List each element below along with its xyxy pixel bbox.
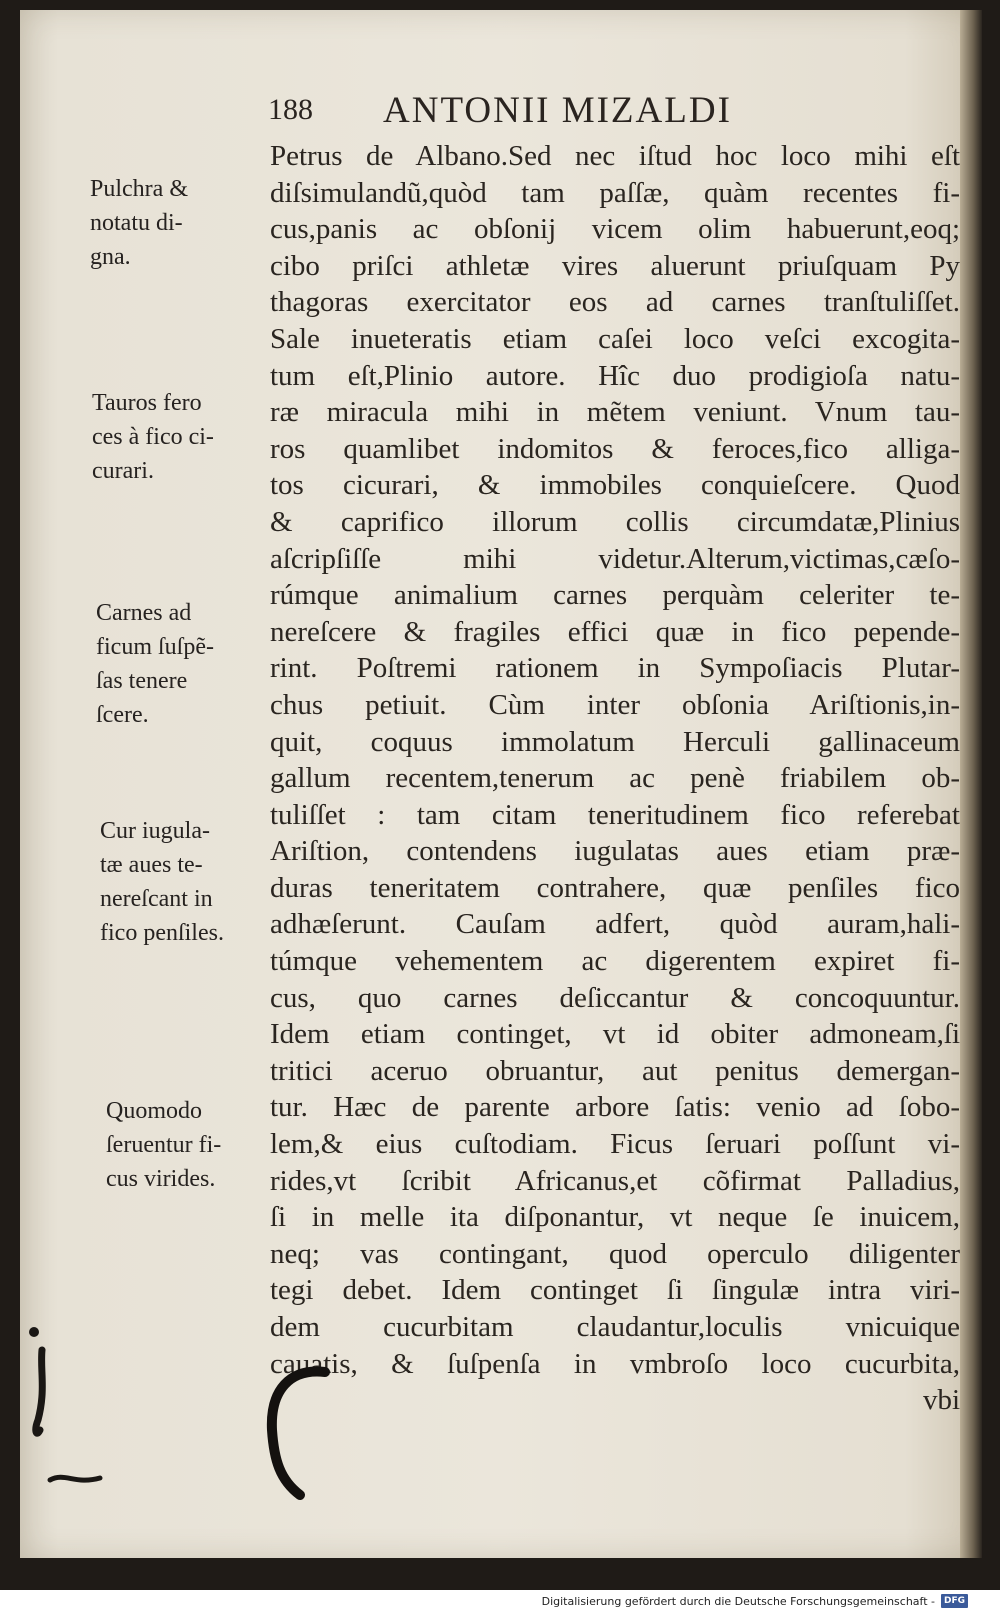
margin-note-line: Pulchra & xyxy=(90,176,188,202)
text-line: adhæſerunt. Cauſam adfert, quòd auram,hali- xyxy=(270,908,960,941)
margin-note-line: ſeruentur fi- xyxy=(106,1132,222,1158)
text-line: cauatis, & ſuſpenſa in vmbroſo loco cucurbita, xyxy=(270,1347,960,1380)
text-line: túmque vehementem ac digerentem expiret fi- xyxy=(270,945,960,978)
page-number: 188 xyxy=(268,93,313,126)
text-line: tuliſſet : tam citam teneritudinem fico referebat xyxy=(270,798,960,831)
text-line: dem cucurbitam claudantur,loculis vnicuique xyxy=(270,1311,960,1343)
margin-note-line: nereſcant in xyxy=(100,886,213,912)
text-line: cibo priſci athletæ vires aluerunt priuſquam Py xyxy=(270,249,960,282)
text-line: duras teneritatem contrahere, quæ penſiles fico xyxy=(270,871,960,904)
text-line: tritici aceruo obruantur, aut penitus demergan- xyxy=(270,1054,960,1087)
margin-note-line: Quomodo xyxy=(106,1098,202,1124)
margin-note-line: gna. xyxy=(90,244,131,270)
text-line: ræ miracula mihi in mẽtem veniunt. Vnum tau- xyxy=(270,396,960,429)
text-line: lem,& eius cuſtodiam. Ficus ſeruari poſſunt vi- xyxy=(270,1128,960,1161)
text-line: vbi xyxy=(922,1384,960,1417)
ink-smudge-left xyxy=(20,1310,140,1510)
text-line: neq; vas contingant, quod operculo diligenter xyxy=(270,1237,960,1270)
margin-note-line: fico penſiles. xyxy=(100,920,224,946)
text-line: aſcripſiſſe mihi videtur.Alterum,victimas,cæſo- xyxy=(270,542,960,575)
margin-note-line: tæ aues te- xyxy=(100,852,203,878)
ink-smudge-bracket xyxy=(230,1360,350,1520)
book-page xyxy=(20,10,982,1558)
margin-note-line: ficum ſuſpẽ- xyxy=(96,634,214,660)
text-line: diſsimulandũ,quòd tam paſſæ, quàm recentes fi- xyxy=(270,176,960,209)
text-line: nereſcere & fragiles effici quæ in fico pepende- xyxy=(270,615,960,648)
running-title: ANTONII MIZALDI xyxy=(383,89,732,131)
margin-note-line: ces à fico ci- xyxy=(92,424,214,450)
margin-note-line: cus virides. xyxy=(106,1166,216,1192)
margin-note-line: ſas tenere xyxy=(96,668,188,694)
margin-note-cur-iugulatae xyxy=(100,814,224,950)
text-line: Idem etiam continget, vt id obiter admoneam,ſi xyxy=(270,1018,960,1051)
margin-note-line: Cur iugula- xyxy=(100,818,210,844)
text-line: Ariſtion, contendens iugulatas aues etiam præ- xyxy=(270,835,960,868)
margin-note-carnes xyxy=(96,596,214,732)
margin-note-line: notatu di- xyxy=(90,210,183,236)
text-line: tos cicurari, & immobiles conquieſcere. Quod xyxy=(270,469,960,502)
text-line: tum eſt,Plinio autore. Hîc duo prodigioſa natu- xyxy=(270,359,960,392)
text-line: cus, quo carnes deſiccantur & concoquuntur. xyxy=(270,981,960,1014)
footer-credit xyxy=(542,1594,968,1608)
text-line: gallum recentem,tenerum ac penè friabilem ob- xyxy=(270,762,960,795)
text-line: rint. Poſtremi rationem in Sympoſiacis Plutar- xyxy=(270,652,960,685)
footer-credit-text: Digitalisierung gefördert durch die Deutsche Forschungsgemeinschaft - xyxy=(541,1594,935,1608)
text-line: & caprifico illorum collis circumdatæ,Plinius xyxy=(270,505,960,538)
text-line: Petrus de Albano.Sed nec iſtud hoc loco mihi eſt xyxy=(270,140,960,172)
body-text xyxy=(270,138,960,1419)
running-head xyxy=(268,88,868,132)
margin-note-pulchra xyxy=(90,172,188,274)
text-line: chus petiuit. Cùm inter obſonia Ariſtionis,in- xyxy=(270,688,960,721)
text-line: tur. Hæc de parente arbore ſatis: venio ad ſobo- xyxy=(270,1091,960,1124)
text-line: rúmque animalium carnes perquàm celeriter te- xyxy=(270,579,960,612)
book-spine-shadow xyxy=(960,10,982,1558)
margin-note-line: curari. xyxy=(92,458,154,484)
margin-note-tauros xyxy=(92,386,214,488)
text-line: quit, coquus immolatum Herculi gallinaceum xyxy=(270,725,960,758)
text-line: tegi debet. Idem continget ſi ſingulæ intra viri- xyxy=(270,1274,960,1307)
text-line: thagoras exercitator eos ad carnes tranſtuliſſet. xyxy=(270,286,960,319)
text-line: Sale inueteratis etiam caſei loco veſci excogita- xyxy=(270,322,960,355)
margin-note-line: ſcere. xyxy=(96,702,149,728)
margin-note-line: Tauros fero xyxy=(92,390,202,416)
text-line: ſi in melle ita diſponantur, vt neque ſe inuicem, xyxy=(270,1201,960,1234)
dfg-logo: DFG xyxy=(941,1594,968,1608)
text-line: rides,vt ſcribit Africanus,et cõfirmat Palladius, xyxy=(270,1164,960,1197)
margin-note-line: Carnes ad xyxy=(96,600,192,626)
margin-note-quomodo xyxy=(106,1094,221,1196)
text-line: ros quamlibet indomitos & feroces,fico alliga- xyxy=(270,432,960,465)
text-line: cus,panis ac obſonij vicem olim habuerunt,eoq; xyxy=(270,213,960,246)
